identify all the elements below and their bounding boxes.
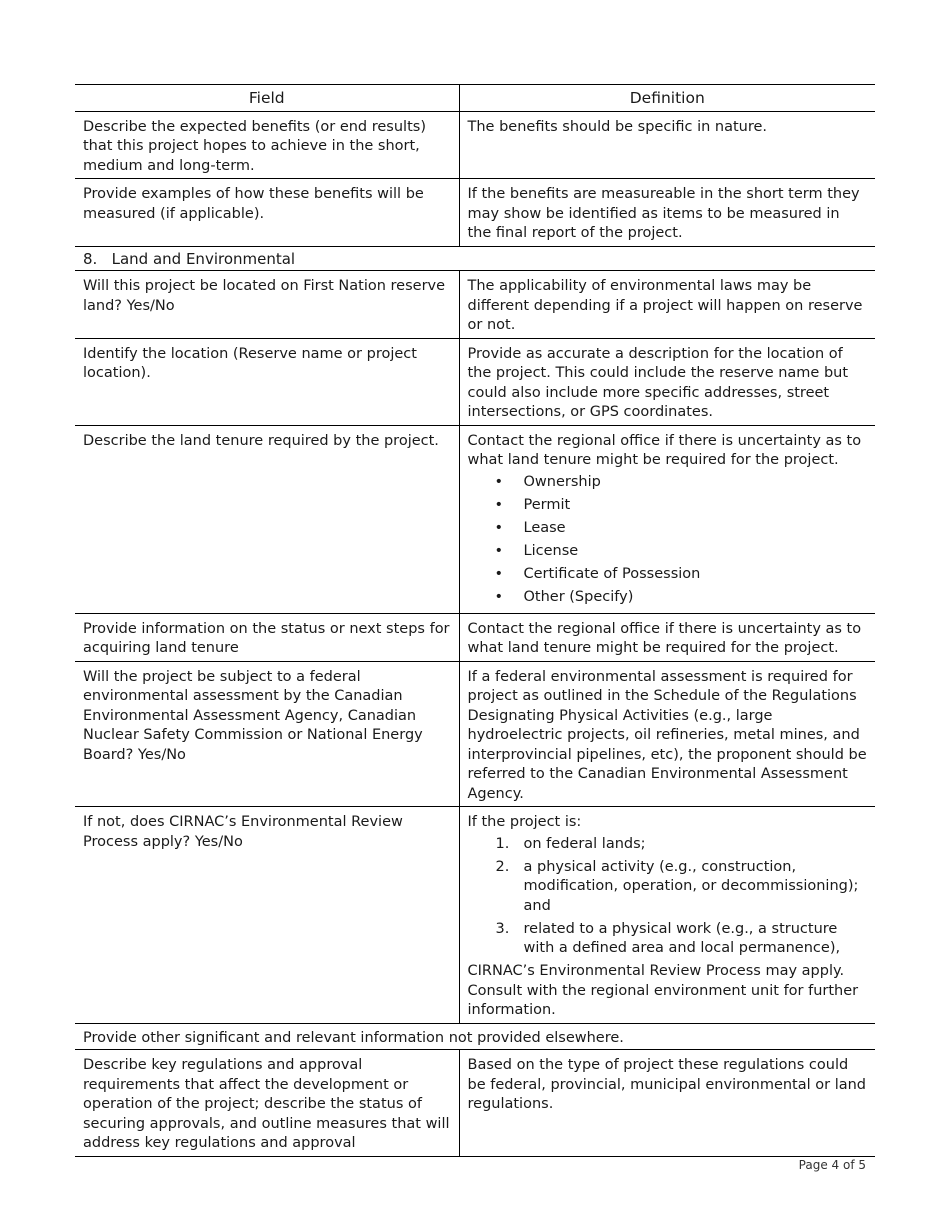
definition-intro: If the project is: <box>467 814 582 830</box>
other-info-note: Provide other significant and relevant information not provided elsewhere. <box>75 1023 875 1050</box>
list-item: • Permit <box>468 496 868 516</box>
section-number: 8. <box>83 249 98 268</box>
section-heading-row <box>75 246 875 271</box>
header-definition: Definition <box>459 85 875 112</box>
list-item: 3. related to a physical work (e.g., a structure with a defined area and local permanence), <box>495 920 841 956</box>
table-row <box>75 271 875 339</box>
bullet-icon: • <box>494 588 504 605</box>
list-number: 1. <box>495 835 510 852</box>
table-header-row <box>75 85 875 112</box>
bullet-icon: • <box>494 565 504 582</box>
list-item: • Lease <box>468 519 868 539</box>
bullet-icon: • <box>494 473 504 490</box>
field-cell: Will this project be located on First Nation reserve land? Yes/No <box>75 271 459 339</box>
list-number: 2. <box>495 858 510 875</box>
definition-after: CIRNAC’s Environmental Review Process may apply. Consult with the regional environment unit for further information. <box>467 963 859 1018</box>
table-row <box>75 661 875 807</box>
definition-cell <box>459 807 875 1024</box>
definition-text: Contact the regional office if there is uncertainty as to what land tenure might be required for the project. <box>467 432 862 468</box>
table-row <box>75 1050 875 1157</box>
field-cell: Describe the expected benefits (or end results) that this project hopes to achieve in the short, medium and long-term. <box>75 111 459 179</box>
list-item: 1. on federal lands; <box>468 835 868 855</box>
list-item: • Ownership <box>468 473 868 493</box>
list-number: 3. <box>495 920 510 937</box>
list-item: • License <box>468 542 868 562</box>
list-item: 2. a physical activity (e.g., construction, modification, operation, or decommissioning); and <box>495 858 859 914</box>
section-title: Land and Environmental <box>111 249 296 268</box>
definition-cell <box>459 425 875 613</box>
table-row <box>75 338 875 425</box>
list-item: • Certificate of Possession <box>468 565 868 585</box>
field-cell: Describe key regulations and approval requirements that affect the development or operation of the project; describe the status of securing approvals, and outline measures that will address key regulations and approval <box>75 1050 459 1157</box>
table-row <box>75 425 875 613</box>
table-row <box>75 179 875 247</box>
definition-cell: The benefits should be specific in nature. <box>459 111 875 179</box>
definition-cell: Contact the regional office if there is uncertainty as to what land tenure might be required for the project. <box>459 613 875 661</box>
definition-cell: If the benefits are measureable in the short term they may show be identified as items to be measured in the final report of the project. <box>459 179 875 247</box>
note-row <box>75 1023 875 1050</box>
field-cell: Identify the location (Reserve name or project location). <box>75 338 459 425</box>
page-number: Page 4 of 5 <box>798 1158 866 1172</box>
definition-cell: The applicability of environmental laws may be different depending if a project will happen on reserve or not. <box>459 271 875 339</box>
bullet-icon: • <box>494 496 504 513</box>
land-tenure-list <box>468 473 868 608</box>
field-cell: Provide examples of how these benefits will be measured (if applicable). <box>75 179 459 247</box>
header-field: Field <box>75 85 459 112</box>
field-cell: Describe the land tenure required by the project. <box>75 425 459 613</box>
definition-cell: If a federal environmental assessment is required for project as outlined in the Schedule of the Regulations Designating Physical Activities (e.g., large hydroelectric projects, oil refineries, metal mines, and interprovincial pipelines, etc), the proponent should be referred to the Canadian Environmental Assessment Agency. <box>459 661 875 807</box>
table-row <box>75 613 875 661</box>
criteria-list <box>468 835 868 959</box>
field-cell: Provide information on the status or next steps for acquiring land tenure <box>75 613 459 661</box>
definition-cell: Based on the type of project these regulations could be federal, provincial, municipal environmental or land regulations. <box>459 1050 875 1157</box>
bullet-icon: • <box>494 519 504 536</box>
section-heading <box>75 246 875 271</box>
list-item: • Other (Specify) <box>468 588 868 608</box>
field-cell: Will the project be subject to a federal environmental assessment by the Canadian Environmental Assessment Agency, Canadian Nuclear Safety Commission or National Energy Board? Yes/No <box>75 661 459 807</box>
bullet-icon: • <box>494 542 504 559</box>
definitions-table <box>75 84 875 1157</box>
table-row <box>75 111 875 179</box>
field-cell: If not, does CIRNAC’s Environmental Review Process apply? Yes/No <box>75 807 459 1024</box>
definition-cell: Provide as accurate a description for the location of the project. This could include the reserve name but could also include more specific addresses, street intersections, or GPS coordinates. <box>459 338 875 425</box>
table-row <box>75 807 875 1024</box>
